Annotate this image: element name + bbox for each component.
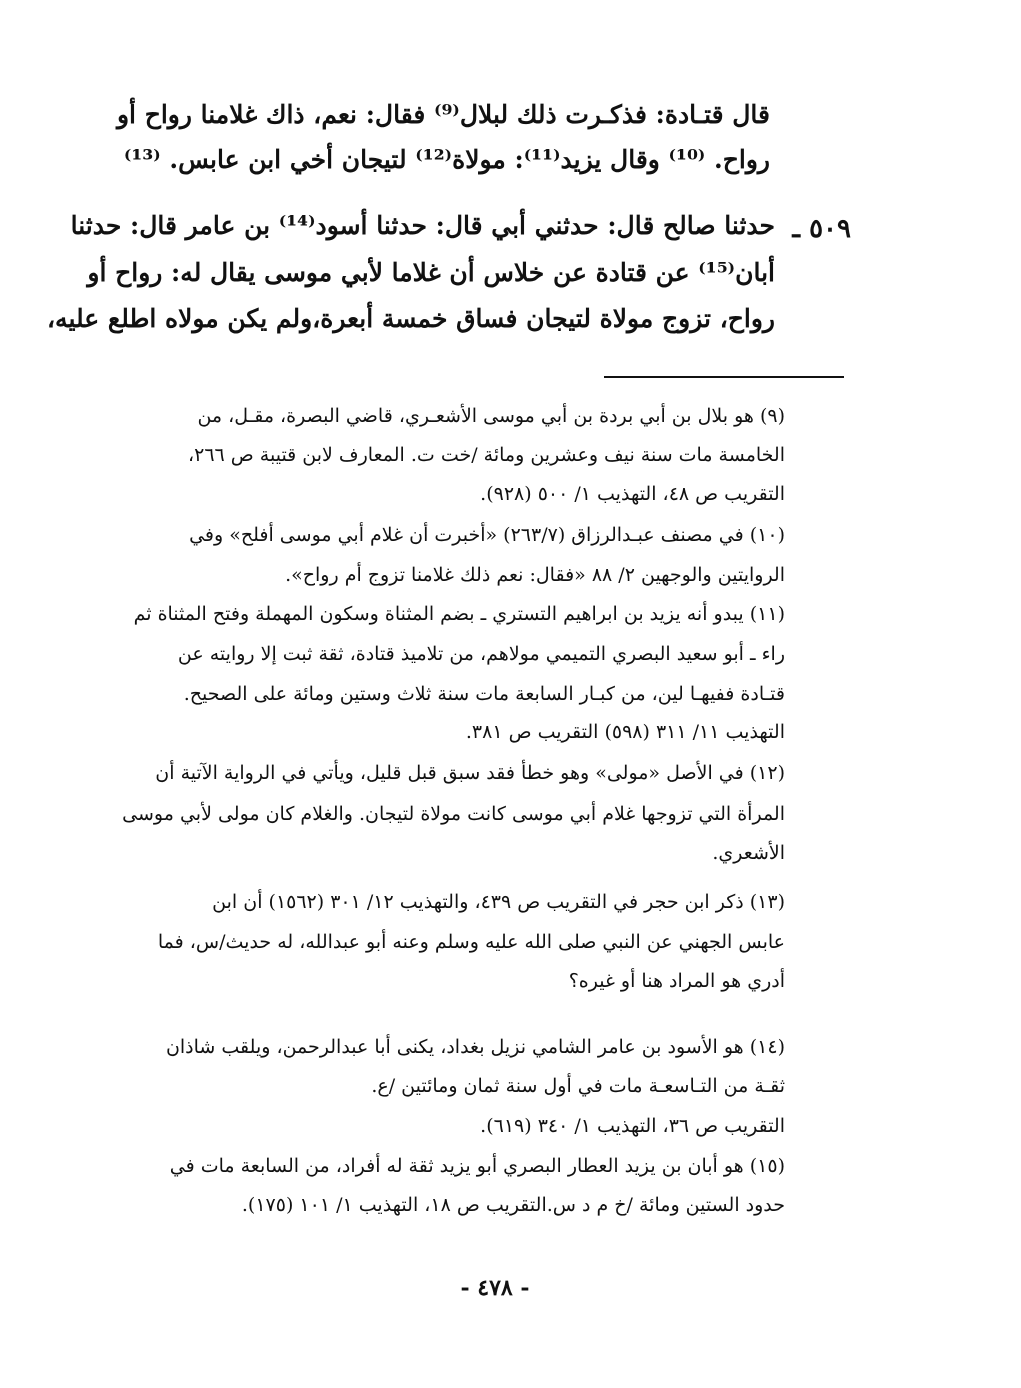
footnote-line: المرأة التي تزوجها غلام أبي موسى كانت مولاة لتيجان. والغلام كان مولى لأبي موسى [122, 803, 785, 825]
footnote-line: التهذيب ١١/ ٣١١ (٥٩٨) التقريب ص ٣٨١. [465, 721, 785, 743]
footnote-line: التقريب ص ٤٨، التهذيب ١/ ٥٠٠ (٩٢٨). [480, 483, 785, 505]
page-number: - ٤٧٨ - [460, 1275, 530, 1301]
footnote-line: عابس الجهني عن النبي صلى الله عليه وسلم وعنه أبو عبدالله، له حديث/س، فما [157, 931, 785, 953]
footnote-line: الخامسة مات سنة نيف وعشرين ومائة /خت ت. المعارف لابن قتيبة ص ٢٦٦، [187, 444, 785, 466]
footnote-line: (١٢) في الأصل «مولى» وهو خطأ فقد سبق قبل قليل، ويأتي في الرواية الآتية أن [155, 762, 785, 784]
footnote-line: (١٥) هو أبان بن يزيد العطار البصري أبو يزيد ثقة له أفراد، من السابعة مات في [169, 1155, 785, 1177]
footnote-line: (١١) يبدو أنه يزيد بن ابراهيم التستري ـ بضم المثناة وسكون المهملة وفتح المثناة ثم [133, 603, 785, 625]
footnote-line: التقريب ص ٣٦، التهذيب ١/ ٣٤٠ (٦١٩). [480, 1115, 785, 1137]
hadith-number: ٥٠٩ ـ [792, 214, 851, 244]
footnote-separator [604, 376, 844, 378]
footnote-line: (١٠) في مصنف عبـدالرزاق (٢٦٣/٧) «أخبرت أن غلام أبي موسى أفلح» وفي [189, 524, 785, 546]
footnote-line: (١٣) ذكر ابن حجر في التقريب ص ٤٣٩، والتهذيب ١٢/ ٣٠١ (١٥٦٢) أن ابن [212, 891, 785, 913]
footnote-line: الأشعري. [712, 842, 785, 864]
footnote-line: راء ـ أبو سعيد البصري التميمي مولاهم، من تلاميذ قتادة، ثقة ثبت إلا روايته عن [177, 643, 785, 665]
footnote-line: (٩) هو بلال بن أبي بردة بن أبي موسى الأشعـري، قاضي البصرة، مقـل، من [197, 405, 785, 427]
footnote-line: ثقـة من التـاسعـة مات في أول سنة ثمان ومائتين /ع. [371, 1075, 785, 1097]
footnote-line: حدود الستين ومائة /خ م د س.التقريب ص ١٨، التهذيب ١/ ١٠١ (١٧٥). [241, 1194, 785, 1216]
main-text-line: قال قتـادة: فذكـرت ذلك لبلال⁽⁹⁾ فقال: نعم، ذاك غلامنا رواح أو [116, 100, 770, 129]
footnote-line: قتـادة ففيهـا لين، من كبـار السابعة مات سنة ثلاث وستين ومائة على الصحيح. [183, 683, 785, 705]
main-text-line: رواح، تزوج مولاة لتيجان فساق خمسة أبعرة،ولم يكن مولاه اطلع عليه، [46, 304, 775, 333]
main-text-line: حدثنا صالح قال: حدثني أبي قال: حدثنا أسود⁽¹⁴⁾ بن عامر قال: حدثنا [70, 211, 775, 240]
main-text-line: أبان⁽¹⁵⁾ عن قتادة عن خلاس أن غلاما لأبي موسى يقال له: رواح أو [87, 258, 775, 287]
main-text-line: رواح. ⁽¹⁰⁾ وقال يزيد⁽¹¹⁾: مولاة⁽¹²⁾ لتيجان أخي ابن عابس. ⁽¹³⁾ [123, 145, 770, 174]
footnote-line: أدري هو المراد هنا أو غيره؟ [568, 970, 785, 992]
footnote-line: (١٤) هو الأسود بن عامر الشامي نزيل بغداد، يكنى أبا عبدالرحمن، ويلقب شاذان [165, 1036, 785, 1058]
footnote-line: الروايتين والوجهين ٢/ ٨٨ «فقال: نعم ذلك غلامنا تزوج أم رواح». [285, 564, 785, 586]
